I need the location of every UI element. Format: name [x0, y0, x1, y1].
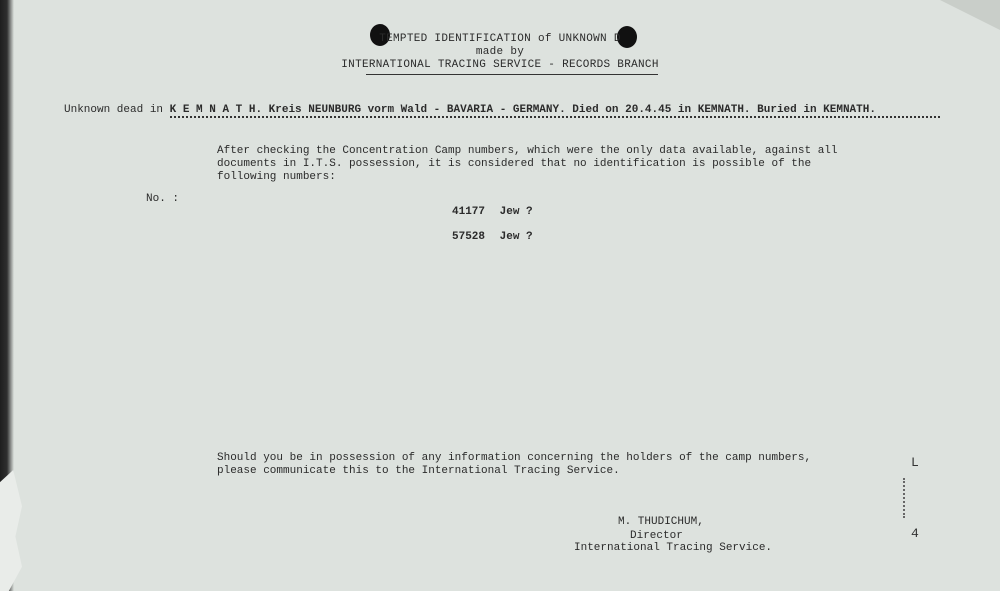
camp-number-note: Jew ? [499, 206, 533, 218]
paragraph-line: Should you be in possession of any information concerning the holders of the camp numbers, [217, 452, 812, 464]
unknown-dead-label: Unknown dead in [64, 104, 164, 116]
margin-mark-upper: L [911, 455, 919, 470]
unknown-dead-place: K E M N A T H. Kreis NEUNBURG vorm Wald - BAVARIA - GERMANY. Died on 20.4.45 in KEMNATH. Buried in KEMNATH. [170, 104, 940, 118]
paragraph-line: please communicate this to the International Tracing Service. [217, 465, 620, 477]
document-subtitle: made by [475, 46, 525, 58]
document-title: TEMPTED IDENTIFICATION of UNKNOWN D [379, 33, 621, 45]
camp-number: 41177 [452, 206, 486, 218]
signatory-organization: International Tracing Service. [574, 542, 773, 554]
camp-number-row [452, 231, 533, 243]
paper-tear [0, 470, 22, 591]
paragraph-line: documents in I.T.S. possession, it is considered that no identification is possible of the [217, 158, 812, 170]
header-rule [366, 74, 658, 75]
request-paragraph [217, 452, 857, 478]
signatory-name: M. THUDICHUM, [618, 516, 704, 528]
checking-paragraph [217, 145, 857, 184]
camp-number-row [452, 206, 533, 218]
signatory-title: Director [630, 530, 683, 542]
margin-dots [903, 478, 907, 518]
issuing-office: INTERNATIONAL TRACING SERVICE - RECORDS BRANCH [341, 59, 659, 71]
margin-mark-lower: 4 [911, 526, 919, 541]
camp-number: 57528 [452, 231, 486, 243]
camp-number-note: Jew ? [499, 231, 533, 243]
unknown-dead-line [64, 104, 944, 116]
numbers-label: No. : [146, 193, 180, 205]
paragraph-line: following numbers: [217, 171, 336, 183]
paragraph-line: After checking the Concentration Camp numbers, which were the only data available, against all [217, 145, 838, 157]
corner-fold [940, 0, 1000, 30]
